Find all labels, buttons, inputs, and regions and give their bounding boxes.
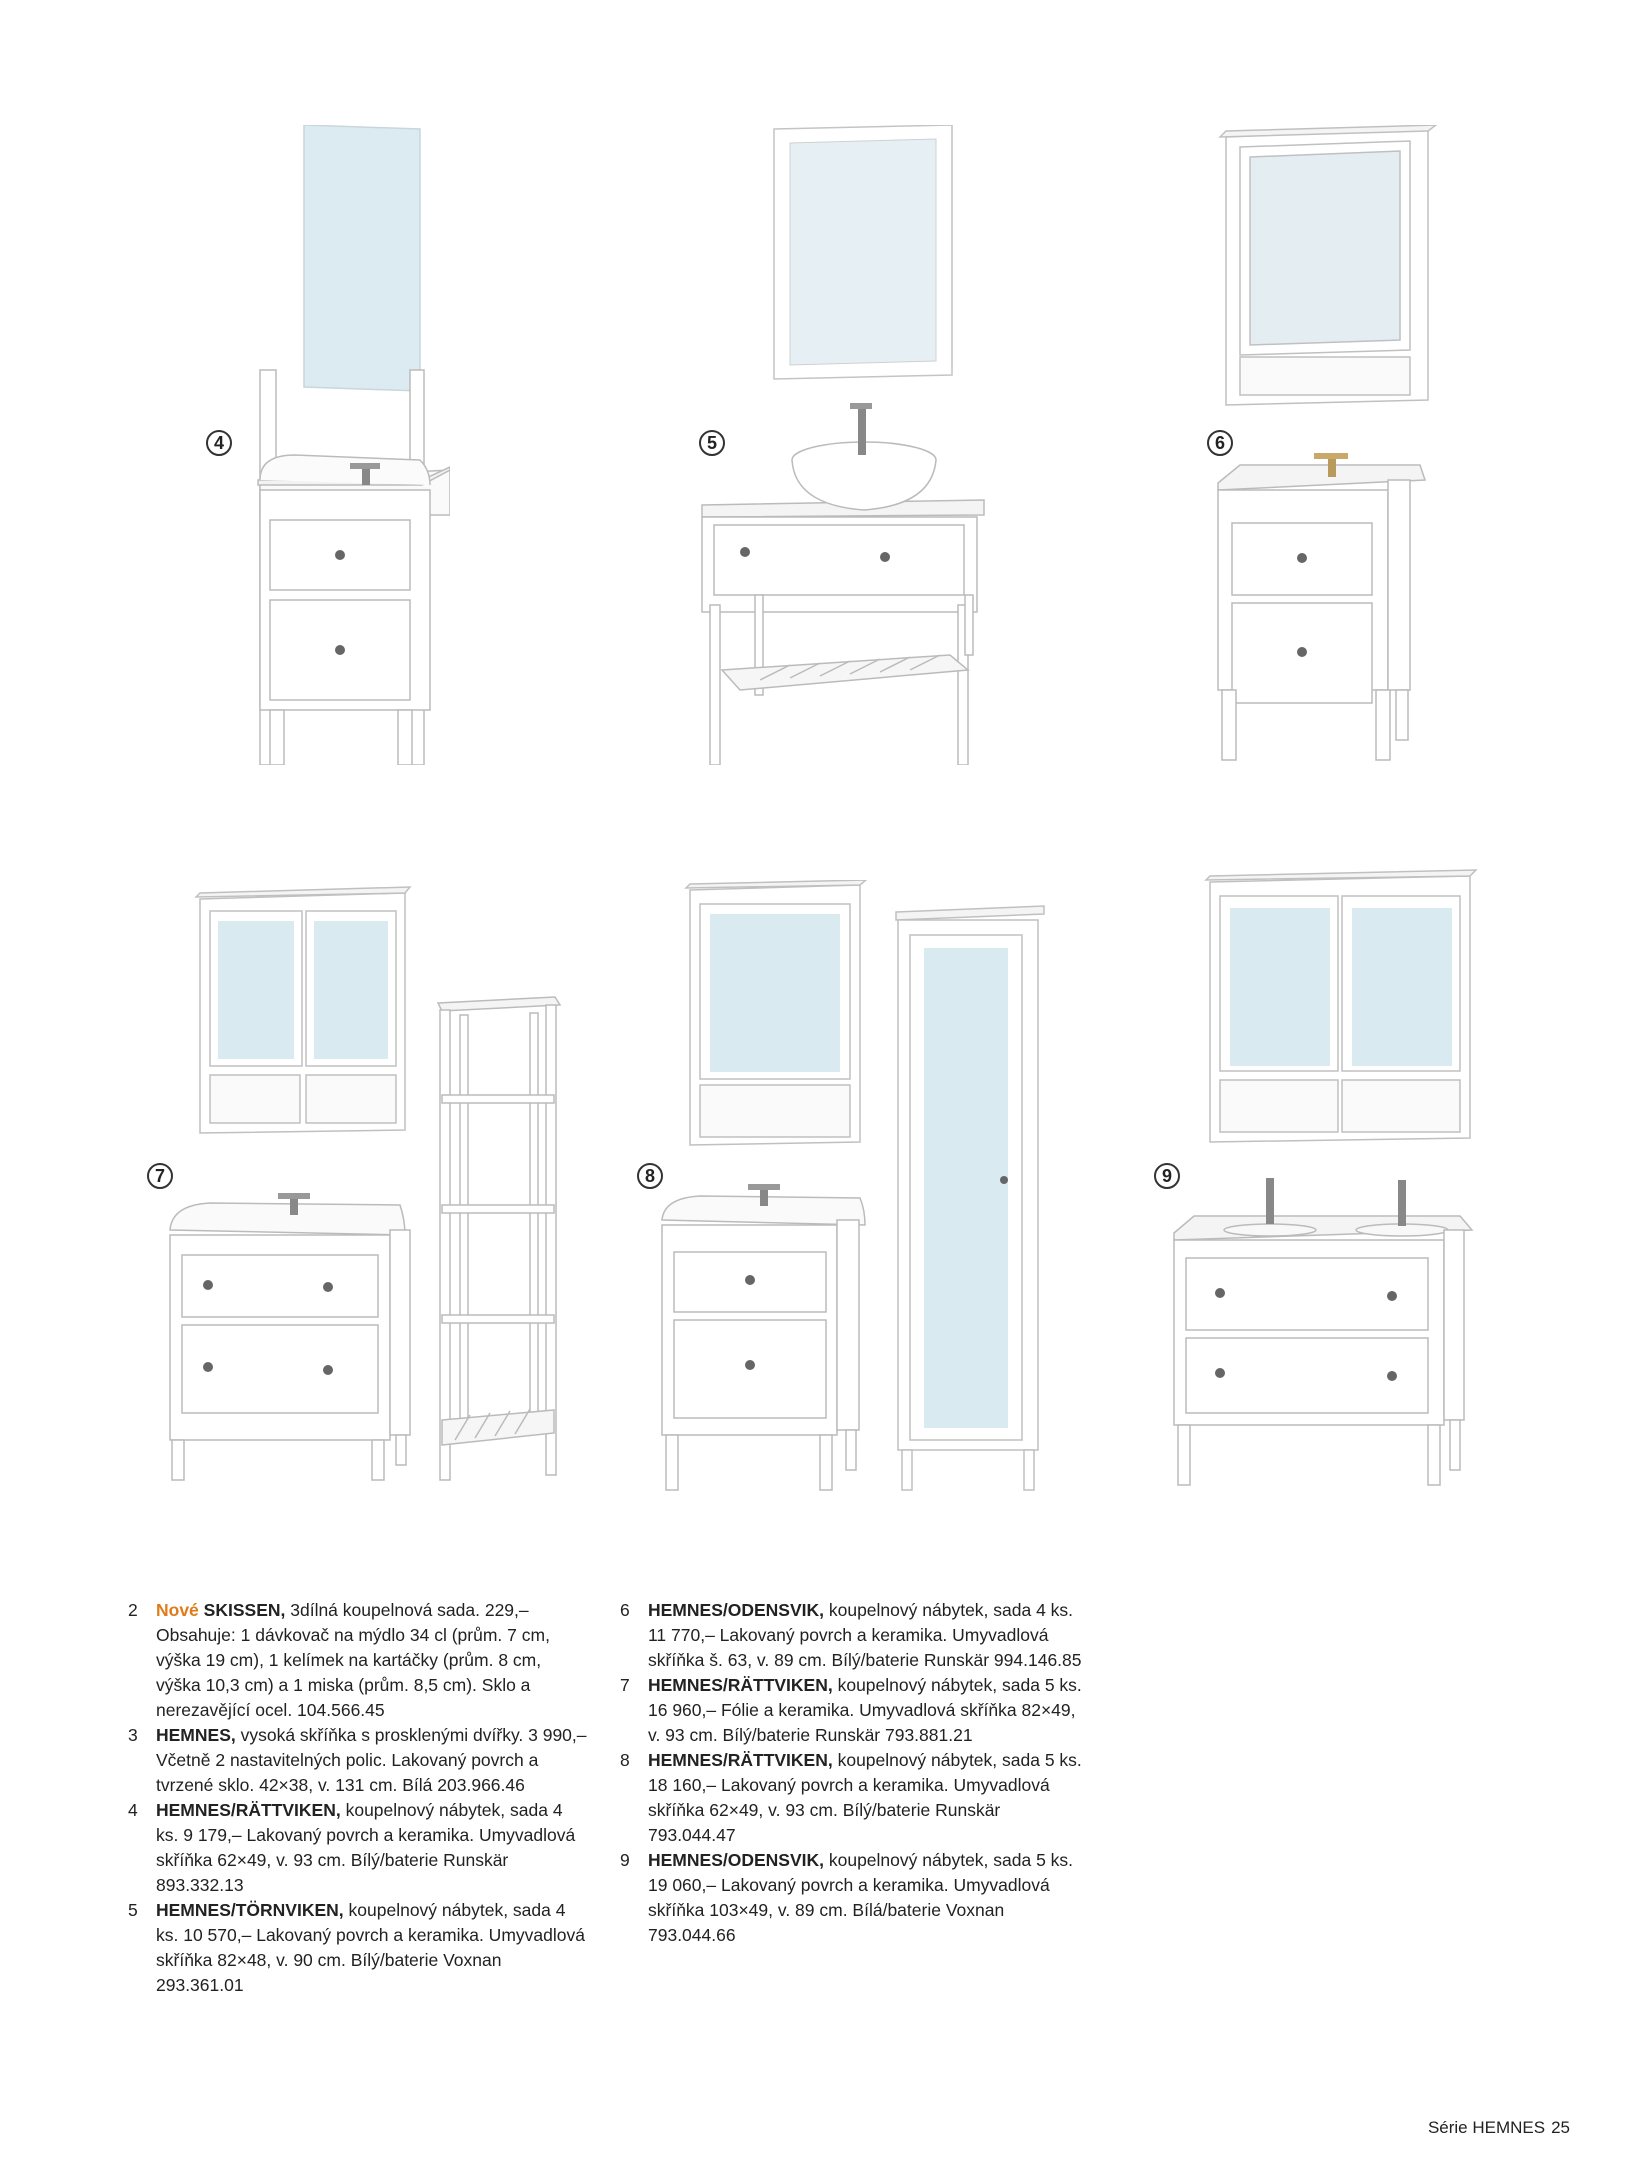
- product-entry-8: [620, 1748, 1090, 1848]
- page-number: 25: [1551, 2118, 1570, 2137]
- vanity-5: [702, 500, 984, 765]
- shelf-unit-7: [438, 997, 560, 1480]
- product-image-6: [1210, 125, 1440, 765]
- product-description: koupelnový nábytek, sada 5 ks. 18 160,– Lakovaný povrch a keramika. Umyvadlová skříňka 62×49, v. 93 cm. Bílý/baterie Runskär 793.044.47: [648, 1750, 1082, 1845]
- mirror-cabinet-8: [686, 880, 866, 1145]
- product-name: HEMNES,: [156, 1725, 236, 1745]
- entry-text: [156, 1798, 588, 1898]
- entry-text: [648, 1748, 1090, 1848]
- product-entry-5: [128, 1898, 588, 1998]
- entry-text: [648, 1848, 1090, 1948]
- vanity-6: [1218, 465, 1425, 760]
- product-number-badge-7: 7: [147, 1163, 173, 1189]
- product-entry-4: [128, 1798, 588, 1898]
- product-description: 3dílná koupelnová sada. 229,– Obsahuje: 1 dávkovač na mýdlo 34 cl (prům. 7 cm, výška 19 cm), 1 kelímek na kartáčky (prům. 8 cm, výška 10,3 cm) a 1 miska (prům. 8,5 cm). Sklo a nerezavějící ocel. 104.566.45: [156, 1600, 550, 1720]
- entry-number: 5: [128, 1900, 138, 1920]
- product-list-column-1: [128, 1598, 588, 1998]
- entry-number: 4: [128, 1800, 138, 1820]
- entry-number: 8: [620, 1750, 630, 1770]
- entry-text: [648, 1598, 1090, 1673]
- product-name: SKISSEN,: [203, 1600, 286, 1620]
- product-description: koupelnový nábytek, sada 4 ks. 10 570,– Lakovaný povrch a keramika. Umyvadlová skříňka 82×48, v. 90 cm. Bílý/baterie Voxnan 293.361.01: [156, 1900, 585, 1995]
- entry-number: 7: [620, 1675, 630, 1695]
- product-description: koupelnový nábytek, sada 5 ks. 16 960,– Fólie a keramika. Umyvadlová skříňka 82×49, v. 93 cm. Bílý/baterie Runskär 793.881.21: [648, 1675, 1082, 1745]
- product-name: HEMNES/RÄTTVIKEN,: [648, 1675, 833, 1695]
- product-image-8: [660, 880, 1060, 1500]
- product-name: HEMNES/RÄTTVIKEN,: [156, 1800, 341, 1820]
- product-image-5: [700, 125, 990, 765]
- mirror-5: [774, 125, 952, 379]
- product-name: HEMNES/ODENSVIK,: [648, 1600, 824, 1620]
- vanity-9: [1174, 1216, 1472, 1485]
- product-number-badge-5: 5: [699, 430, 725, 456]
- entry-text: [156, 1898, 588, 1998]
- product-number-badge-6: 6: [1207, 430, 1233, 456]
- entry-number: 9: [620, 1850, 630, 1870]
- product-entry-2: [128, 1598, 588, 1723]
- mirror-4: [304, 125, 420, 391]
- page-footer: [1422, 2118, 1570, 2138]
- product-entry-3: [128, 1723, 588, 1798]
- product-name: HEMNES/RÄTTVIKEN,: [648, 1750, 833, 1770]
- entry-number: 6: [620, 1600, 630, 1620]
- product-entry-6: [620, 1598, 1090, 1673]
- product-image-9: [1170, 868, 1480, 1508]
- entry-text: [648, 1673, 1090, 1748]
- product-number-badge-8: 8: [637, 1163, 663, 1189]
- entry-number: 3: [128, 1725, 138, 1745]
- vanity-7: [170, 1203, 410, 1480]
- product-number-badge-4: 4: [206, 430, 232, 456]
- product-list-column-2: [620, 1598, 1090, 1948]
- product-description: koupelnový nábytek, sada 5 ks. 19 060,– Lakovaný povrch a keramika. Umyvadlová skříňka 103×49, v. 89 cm. Bílá/baterie Voxnan 793.044.66: [648, 1850, 1074, 1945]
- product-number-badge-9: 9: [1154, 1163, 1180, 1189]
- vanity-8: [662, 1196, 865, 1490]
- product-entry-7: [620, 1673, 1090, 1748]
- entry-text: [156, 1598, 588, 1723]
- tall-cabinet-8: [896, 906, 1044, 1490]
- product-description: vysoká skříňka s prosklenými dvířky. 3 990,– Včetně 2 nastavitelných polic. Lakovaný povrch a tvrzené sklo. 42×38, v. 131 cm. Bílá 203.966.46: [156, 1725, 587, 1795]
- mirror-cabinet-6: [1220, 125, 1436, 405]
- series-name: Série HEMNES: [1427, 2118, 1546, 2137]
- mirror-cabinet-7: [196, 887, 410, 1133]
- new-label: Nové: [156, 1600, 199, 1620]
- product-image-7: [160, 885, 570, 1485]
- product-entry-9: [620, 1848, 1090, 1948]
- mirror-cabinet-9: [1206, 870, 1476, 1142]
- bowl-5: [792, 403, 936, 510]
- product-name: HEMNES/ODENSVIK,: [648, 1850, 824, 1870]
- entry-text: [156, 1723, 588, 1798]
- vanity-4: [258, 370, 450, 765]
- entry-number: 2: [128, 1600, 138, 1620]
- product-name: HEMNES/TÖRNVIKEN,: [156, 1900, 344, 1920]
- product-description: koupelnový nábytek, sada 4 ks. 9 179,– Lakovaný povrch a keramika. Umyvadlová skříňka 62×49, v. 93 cm. Bílý/baterie Runskär 893.332.13: [156, 1800, 576, 1895]
- product-description: koupelnový nábytek, sada 4 ks. 11 770,– Lakovaný povrch a keramika. Umyvadlová skříňka š. 63, v. 89 cm. Bílý/baterie Runskär 994.146.85: [648, 1600, 1082, 1670]
- product-image-4: [250, 125, 450, 765]
